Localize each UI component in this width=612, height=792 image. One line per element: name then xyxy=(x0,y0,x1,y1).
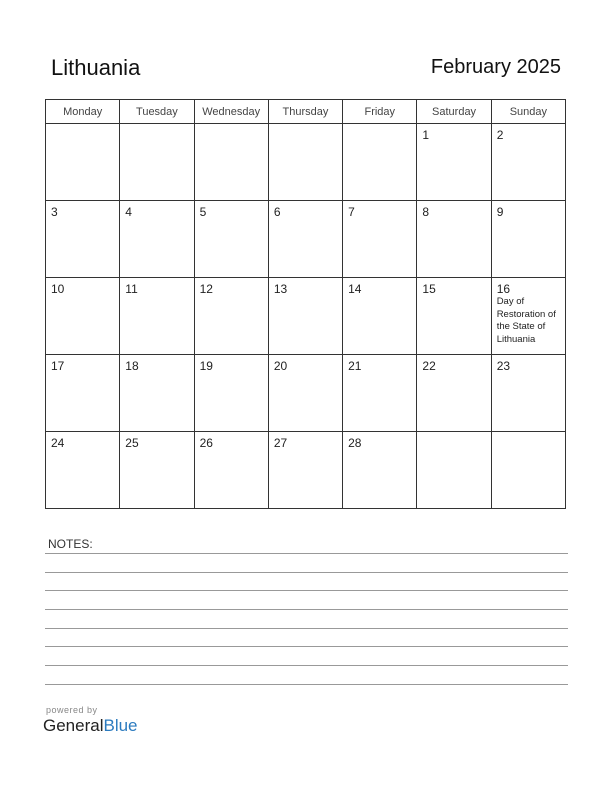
weekday-header: Thursday xyxy=(268,100,342,124)
calendar-day-cell xyxy=(120,201,194,278)
weekday-header: Wednesday xyxy=(194,100,268,124)
day-number: 25 xyxy=(125,436,139,450)
day-number: 27 xyxy=(273,436,288,450)
calendar-day-cell xyxy=(268,278,342,355)
calendar-day-cell xyxy=(417,124,491,201)
calendar-day-cell xyxy=(491,201,565,278)
day-number: 5 xyxy=(199,205,207,219)
day-number: 19 xyxy=(199,359,213,373)
day-number: 6 xyxy=(273,205,281,219)
calendar-month-title: February 2025 xyxy=(430,56,561,78)
day-number: 18 xyxy=(125,359,139,373)
calendar-day-cell xyxy=(46,432,120,509)
calendar-day-cell xyxy=(491,124,565,201)
day-number: 11 xyxy=(125,282,138,296)
calendar-day-cell xyxy=(120,355,194,432)
powered-by-text: powered by xyxy=(46,705,98,715)
day-number: 8 xyxy=(422,205,430,219)
day-number: 4 xyxy=(125,205,132,219)
day-number: 22 xyxy=(422,359,436,373)
day-number: 23 xyxy=(496,359,511,373)
note-line xyxy=(45,628,568,629)
note-line xyxy=(45,646,568,647)
calendar-grid xyxy=(45,99,566,509)
weekday-header: Sunday xyxy=(491,100,565,124)
calendar-day-cell xyxy=(343,278,417,355)
calendar-day-cell xyxy=(46,278,120,355)
calendar-day-cell xyxy=(491,432,565,509)
day-number: 26 xyxy=(199,436,213,450)
day-number: 2 xyxy=(496,128,504,142)
calendar-day-cell xyxy=(491,278,565,355)
calendar-day-cell xyxy=(46,201,120,278)
weekday-header: Saturday xyxy=(417,100,491,124)
day-number: 12 xyxy=(199,282,213,296)
day-number: 1 xyxy=(422,128,430,142)
calendar-day-cell xyxy=(194,278,268,355)
calendar-day-cell xyxy=(268,124,342,201)
note-line xyxy=(45,590,568,591)
calendar-day-cell xyxy=(343,355,417,432)
calendar-week-row xyxy=(46,278,566,355)
calendar-day-cell xyxy=(491,355,565,432)
calendar-day-cell xyxy=(343,124,417,201)
day-number: 10 xyxy=(51,282,65,296)
note-line xyxy=(45,553,568,554)
note-line xyxy=(45,572,568,573)
calendar-day-cell xyxy=(268,432,342,509)
day-number: 21 xyxy=(348,359,362,373)
calendar-week-row xyxy=(46,124,566,201)
calendar-day-cell xyxy=(120,124,194,201)
calendar-day-cell xyxy=(343,201,417,278)
calendar-day-cell xyxy=(120,278,194,355)
day-number: 17 xyxy=(51,359,65,373)
calendar-day-cell xyxy=(120,432,194,509)
calendar-day-cell xyxy=(268,355,342,432)
calendar-day-cell xyxy=(417,432,491,509)
calendar-day-cell xyxy=(343,432,417,509)
calendar-day-cell xyxy=(194,432,268,509)
weekday-header: Friday xyxy=(343,100,417,124)
note-line xyxy=(45,684,568,685)
weekday-header-row xyxy=(46,100,566,124)
calendar-day-cell xyxy=(417,278,491,355)
brand-blue: Blue xyxy=(103,716,138,735)
day-number: 7 xyxy=(348,205,355,219)
day-number: 14 xyxy=(348,282,362,296)
day-number: 15 xyxy=(422,282,436,296)
calendar-day-cell xyxy=(46,124,120,201)
day-number: 28 xyxy=(348,436,362,450)
calendar-day-cell xyxy=(46,355,120,432)
calendar-country-title: Lithuania xyxy=(51,55,141,80)
brand-general: General xyxy=(43,716,104,735)
calendar-week-row xyxy=(46,355,566,432)
note-line xyxy=(45,609,568,610)
day-number: 13 xyxy=(273,282,288,296)
calendar-day-cell xyxy=(194,124,268,201)
calendar-day-cell xyxy=(417,355,491,432)
calendar-week-row xyxy=(46,432,566,509)
day-number: 3 xyxy=(51,205,58,219)
note-line xyxy=(45,665,568,666)
calendar-day-cell xyxy=(417,201,491,278)
calendar-week-row xyxy=(46,201,566,278)
day-number: 16 xyxy=(496,282,511,296)
weekday-header: Monday xyxy=(46,100,120,124)
generalblue-logo xyxy=(43,716,138,736)
day-number: 20 xyxy=(273,359,288,373)
calendar-day-cell xyxy=(194,355,268,432)
calendar-day-cell xyxy=(268,201,342,278)
holiday-label: Day of Restoration of the State of Lithuania xyxy=(496,296,556,345)
day-number: 9 xyxy=(496,205,504,219)
day-number: 24 xyxy=(51,436,65,450)
calendar-day-cell xyxy=(194,201,268,278)
weekday-header: Tuesday xyxy=(120,100,194,124)
notes-label: NOTES: xyxy=(48,537,93,551)
